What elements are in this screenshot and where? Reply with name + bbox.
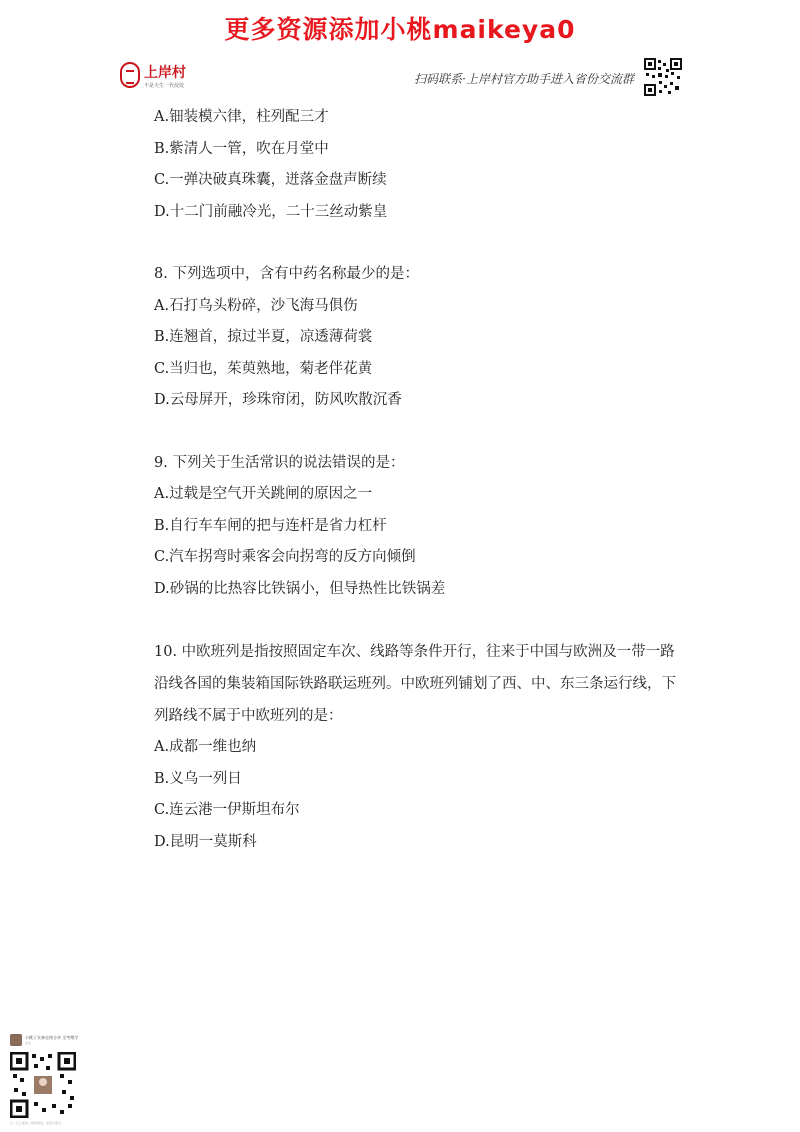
avatar <box>10 1034 22 1046</box>
q9-option-c: C.汽车拐弯时乘客会向拐弯的反方向倾倒 <box>154 549 416 565</box>
brand-logo <box>120 62 200 92</box>
q8-option-d: D.云母屏开，珍珠帘闭，防风吹散沉香 <box>154 392 402 408</box>
qr-code-icon[interactable] <box>644 58 682 96</box>
qr-code-icon[interactable] <box>10 1052 76 1118</box>
footer-user-card <box>10 1034 100 1048</box>
q8-stem: 8. 下列选项中，含有中药名称最少的是： <box>154 266 419 282</box>
spacer <box>154 605 689 636</box>
q7-option-a: A.钿装模六律，柱列配三才 <box>154 109 329 125</box>
q10-option-d: D.昆明一莫斯科 <box>154 833 257 850</box>
q10-option-a: A.成都一维也纳 <box>154 739 257 755</box>
logo-seal-icon <box>120 62 140 88</box>
spacer <box>154 417 689 448</box>
exam-content <box>154 102 689 858</box>
q10-stem: 10. 中欧班列是指按照固定车次、线路等条件开行，往来于中国与欧洲及一带一路沿线各国的集装箱国际铁路联运班列。中欧班列铺划了西、中、东三条运行线，下列路线不属于中欧班列的是： <box>154 644 676 724</box>
q9-option-d: D.砂锅的比热容比铁锅小，但导热性比铁锅差 <box>154 580 446 597</box>
q8-option-a: A.石打乌头粉碎，沙飞海马俱伤 <box>154 297 358 314</box>
header-contact-note: 扫码联系·上岸村官方助手进入省份交流群 <box>414 72 634 86</box>
q9-stem: 9. 下列关于生活常识的说法错误的是： <box>154 454 405 471</box>
logo-name: 上岸村 <box>144 65 186 81</box>
spacer <box>154 228 689 259</box>
q10-option-c: C.连云港一伊斯坦布尔 <box>154 802 300 818</box>
logo-slogan: 不是天生一代佼佼 <box>144 83 185 89</box>
footer-user-name: 小桃子女神在线分享 全考增学 <box>25 1035 79 1040</box>
watermark-text: 更多资源添加小桃maikeya0 <box>224 15 576 44</box>
page-header <box>120 58 682 98</box>
q10-option-b: B.义乌一列日 <box>154 770 242 787</box>
footer-user-sub: 企业 <box>25 1041 32 1045</box>
q7-option-b: B.紫清人一管，吹在月堂中 <box>154 140 329 157</box>
q9-option-a: A.过载是空气开关跳闸的原因之一 <box>154 486 373 502</box>
q8-option-c: C.当归也，茱萸熟地，菊老伴花黄 <box>154 360 373 377</box>
q7-option-d: D.十二门前融冷光，二十三丝动紫皇 <box>154 203 388 220</box>
q8-option-b: B.连翘首，掠过半夏，凉透薄荷裳 <box>154 329 373 345</box>
q9-option-b: B.自行车车闸的把与连杆是省力杠杆 <box>154 517 387 534</box>
footer-caption: 扫一扫上面的二维码图案，加我为朋友。 <box>10 1121 65 1125</box>
q7-option-c: C.一弹决破真珠囊，迸落金盘声断续 <box>154 172 387 188</box>
